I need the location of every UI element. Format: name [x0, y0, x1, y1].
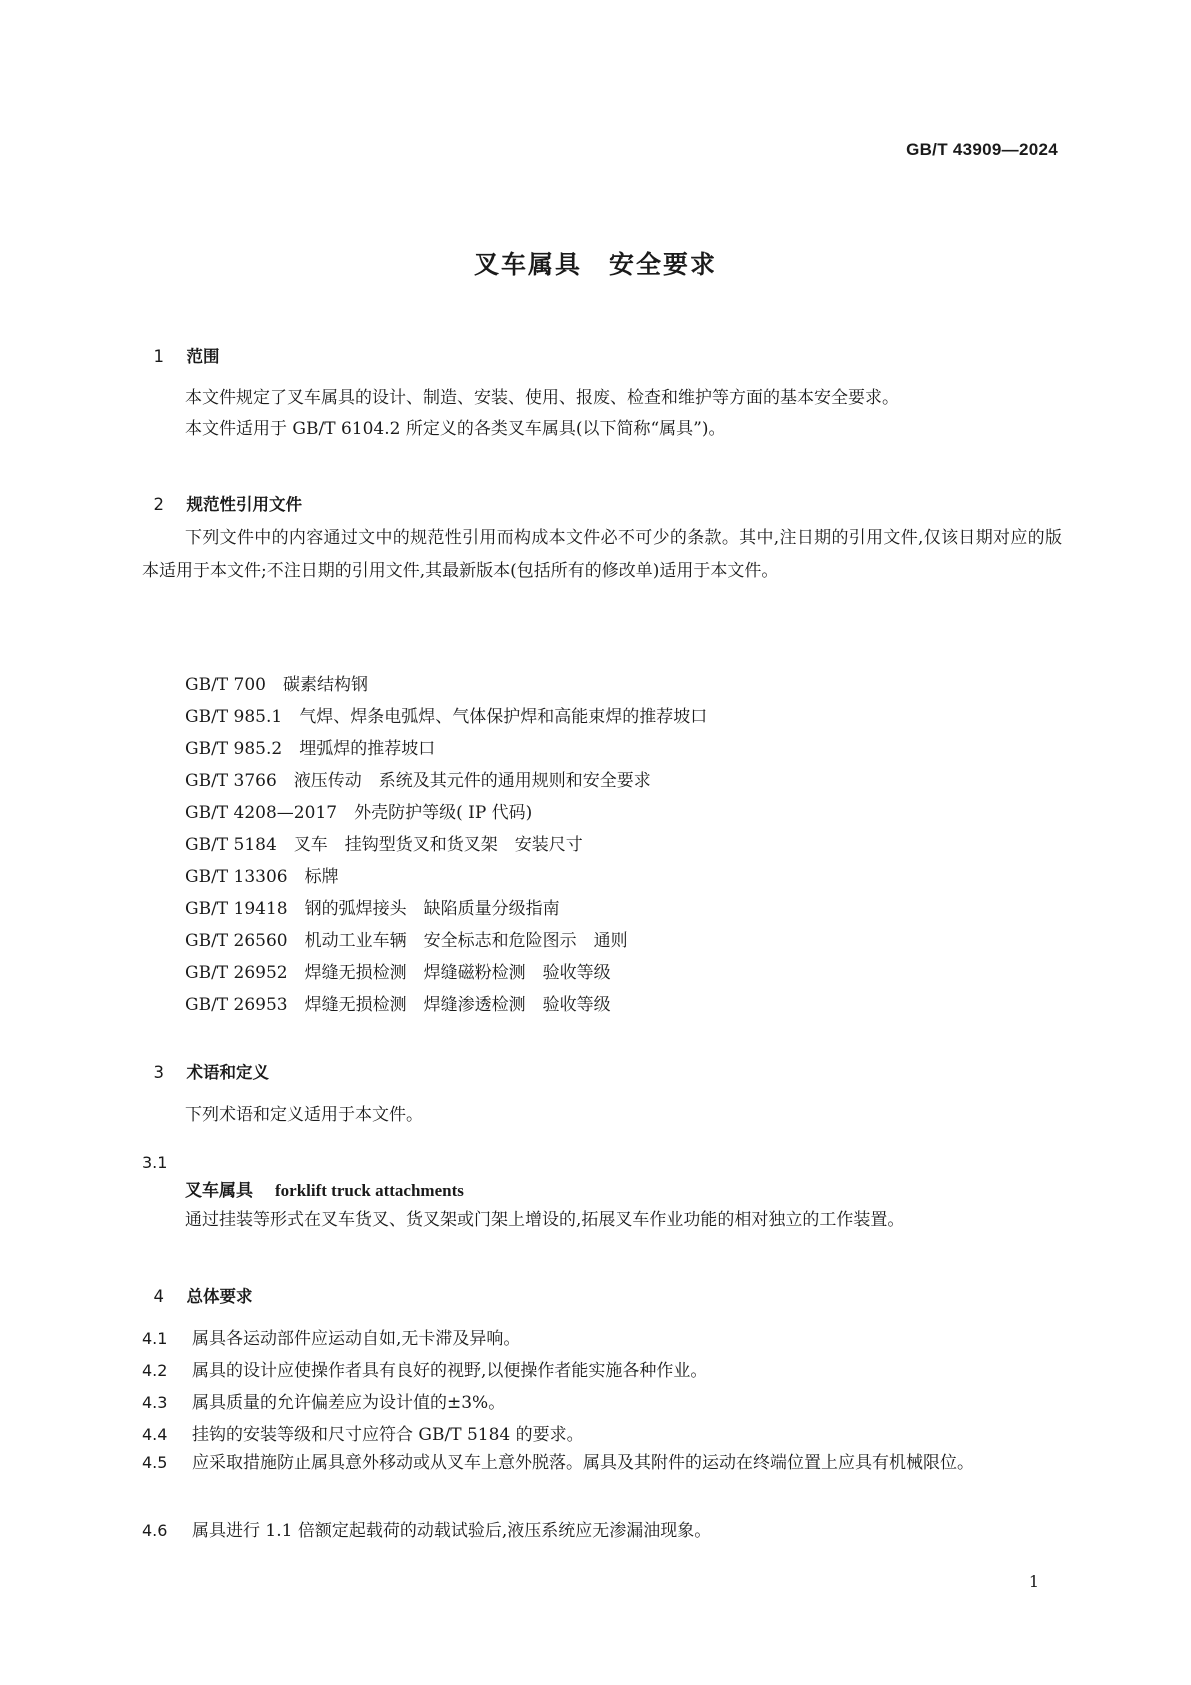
reference-code: GB/T 4208—2017 [185, 803, 338, 823]
page-number: 1 [1028, 1572, 1039, 1591]
reference-code: GB/T 3766 [185, 771, 277, 791]
list-item [185, 893, 707, 925]
section-title: 规范性引用文件 [186, 495, 302, 514]
reference-code: GB/T 26952 [185, 963, 288, 983]
term-english: forklift truck attachments [275, 1181, 464, 1200]
reference-title: 机动工业车辆 安全标志和危险图示 通则 [304, 931, 628, 951]
clause-text: 属具质量的允许偏差应为设计值的±3%。 [192, 1393, 506, 1413]
list-item [185, 925, 707, 957]
reference-title: 气焊、焊条电弧焊、气体保护焊和高能束焊的推荐坡口 [299, 707, 708, 727]
reference-code: GB/T 26953 [185, 995, 288, 1015]
list-item [185, 797, 707, 829]
normative-references-intro: 下列文件中的内容通过文中的规范性引用而构成本文件必不可少的条款。其中,注日期的引用文件,仅该日期对应的版本适用于本文件;不注日期的引用文件,其最新版本(包括所有的修改单)适用于本文件。 [142, 528, 1062, 581]
reference-list [185, 669, 707, 1021]
clause-text: 属具各运动部件应运动自如,无卡滞及异响。 [192, 1329, 521, 1349]
clause-number: 4.3 [142, 1393, 168, 1412]
reference-title: 外壳防护等级( IP 代码) [354, 803, 533, 823]
clause-text: 属具的设计应使操作者具有良好的视野,以便操作者能实施各种作业。 [192, 1361, 708, 1381]
scope-paragraph-2: 本文件适用于 GB/T 6104.2 所定义的各类叉车属具(以下简称“属具”)。 [185, 419, 726, 439]
document-title: 叉车属具 安全要求 [473, 250, 717, 279]
reference-code: GB/T 985.2 [185, 739, 283, 759]
clause-4-2 [142, 1356, 707, 1381]
reference-code: GB/T 26560 [185, 931, 288, 951]
term-number: 3.1 [142, 1153, 168, 1172]
list-item [185, 733, 707, 765]
clause-number: 4.5 [142, 1453, 168, 1472]
clause-number: 4.4 [142, 1425, 168, 1444]
section-title: 术语和定义 [186, 1063, 269, 1082]
clause-4-3 [142, 1388, 505, 1413]
reference-code: GB/T 700 [185, 675, 266, 695]
reference-code: GB/T 985.1 [185, 707, 283, 727]
reference-code: GB/T 5184 [185, 835, 277, 855]
reference-title: 标牌 [304, 867, 339, 887]
list-item [185, 829, 707, 861]
reference-title: 碳素结构钢 [283, 675, 368, 695]
list-item [185, 989, 707, 1021]
reference-code: GB/T 19418 [185, 899, 288, 919]
term-entry [185, 1176, 464, 1201]
section-number: 1 [153, 347, 164, 366]
reference-title: 埋弧焊的推荐坡口 [299, 739, 436, 759]
reference-title: 液压传动 系统及其元件的通用规则和安全要求 [293, 771, 651, 791]
section-number: 3 [153, 1063, 164, 1082]
reference-title: 焊缝无损检测 焊缝渗透检测 验收等级 [304, 995, 611, 1015]
section-number: 4 [153, 1287, 164, 1306]
clause-text: 属具进行 1.1 倍额定起载荷的动载试验后,液压系统应无渗漏油现象。 [192, 1521, 712, 1541]
clause-4-1 [142, 1324, 520, 1349]
section-title: 总体要求 [186, 1287, 253, 1306]
term-chinese: 叉车属具 [185, 1181, 253, 1201]
clause-4-6 [142, 1516, 711, 1541]
clause-number: 4.2 [142, 1361, 168, 1380]
section-title: 范围 [186, 347, 220, 366]
list-item [185, 765, 707, 797]
list-item [185, 669, 707, 701]
section-2-heading [142, 472, 302, 515]
term-definition: 通过挂装等形式在叉车货叉、货叉架或门架上增设的,拓展叉车作业功能的相对独立的工作装置。 [185, 1210, 905, 1230]
section-3-heading [142, 1040, 269, 1083]
standard-code: GB/T 43909—2024 [906, 140, 1058, 159]
clause-4-5 [142, 1447, 1067, 1479]
terms-intro: 下列术语和定义适用于本文件。 [185, 1105, 423, 1125]
section-4-heading [142, 1264, 253, 1307]
list-item [185, 701, 707, 733]
reference-code: GB/T 13306 [185, 867, 288, 887]
scope-paragraph-1: 本文件规定了叉车属具的设计、制造、安装、使用、报废、检查和维护等方面的基本安全要求。 [185, 388, 899, 408]
list-item [185, 957, 707, 989]
clause-number: 4.1 [142, 1329, 168, 1348]
reference-title: 叉车 挂钩型货叉和货叉架 安装尺寸 [293, 835, 583, 855]
clause-text: 应采取措施防止属具意外移动或从叉车上意外脱落。属具及其附件的运动在终端位置上应具有机械限位。 [192, 1453, 974, 1473]
list-item [185, 861, 707, 893]
clause-4-4 [142, 1420, 584, 1445]
clause-text: 挂钩的安装等级和尺寸应符合 GB/T 5184 的要求。 [192, 1425, 584, 1445]
reference-title: 钢的弧焊接头 缺陷质量分级指南 [304, 899, 560, 919]
reference-title: 焊缝无损检测 焊缝磁粉检测 验收等级 [304, 963, 611, 983]
clause-number: 4.6 [142, 1521, 168, 1540]
section-1-heading [142, 324, 220, 367]
section-number: 2 [153, 495, 164, 514]
